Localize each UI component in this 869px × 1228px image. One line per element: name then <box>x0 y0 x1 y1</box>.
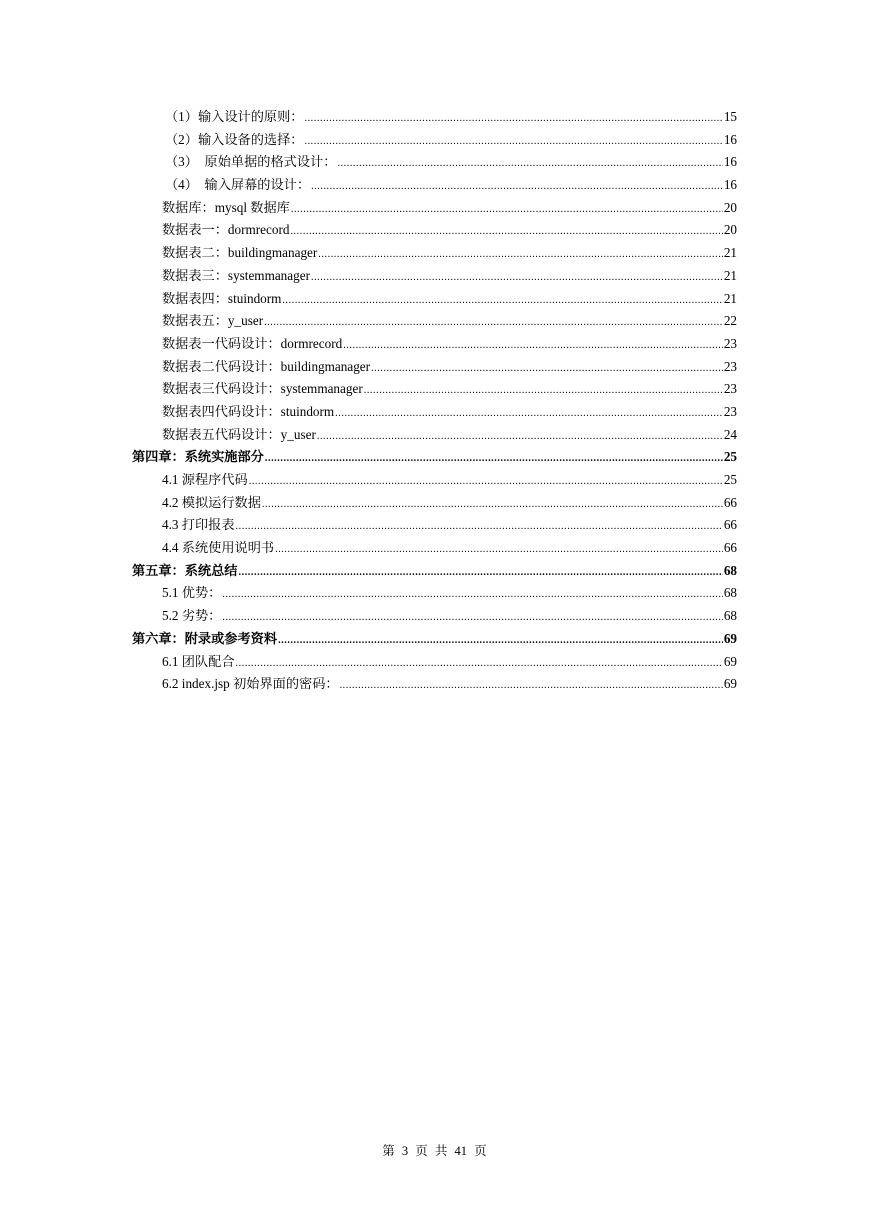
toc-entry-title: （4） 输入屏幕的设计： <box>165 177 311 193</box>
toc-entry[interactable] <box>162 424 737 447</box>
toc-entry[interactable] <box>162 651 737 674</box>
toc-entry-title: 4.3 打印报表 <box>162 517 235 533</box>
toc-entry-title: 第四章：系统实施部分 <box>132 449 264 465</box>
toc-entry-title: 数据表三代码设计：systemmanager <box>162 381 363 397</box>
toc-entry-page-number: 68 <box>723 585 737 601</box>
toc-entry-title: 5.2 劣势： <box>162 608 222 624</box>
dot-leader <box>222 584 722 607</box>
toc-entry-title: 数据表五：y_user <box>162 313 264 329</box>
toc-entry[interactable] <box>162 514 737 537</box>
toc-entry-page-number: 21 <box>723 245 737 261</box>
toc-entry-title: 第六章：附录或参考资料 <box>132 630 278 646</box>
toc-entry[interactable] <box>162 401 737 424</box>
dot-leader <box>317 426 723 449</box>
toc-entry-title: 数据表四代码设计：stuindorm <box>162 403 335 419</box>
toc-entry-title: 6.2 index.jsp 初始界面的密码： <box>162 676 339 692</box>
dot-leader <box>311 267 723 290</box>
toc-entry-page-number: 16 <box>723 177 737 193</box>
toc-entry[interactable] <box>165 129 737 152</box>
toc-entry-title: 数据表一：dormrecord <box>162 222 290 238</box>
dot-leader <box>236 653 723 676</box>
toc-entry-page-number: 69 <box>723 653 737 669</box>
dot-leader <box>318 244 723 267</box>
toc-entry[interactable] <box>162 310 737 333</box>
dot-leader <box>364 380 723 403</box>
toc-entry-title: 6.1 团队配合 <box>162 653 235 669</box>
toc-entry[interactable] <box>162 492 737 515</box>
toc-entry-page-number: 16 <box>723 154 737 170</box>
dot-leader <box>311 176 723 199</box>
toc-entry[interactable] <box>165 106 737 129</box>
toc-chapter-entry[interactable] <box>132 446 737 469</box>
toc-entry[interactable] <box>162 219 737 242</box>
toc-entry[interactable] <box>162 537 737 560</box>
toc-entry[interactable] <box>162 333 737 356</box>
dot-leader <box>249 471 723 494</box>
toc-entry-page-number: 20 <box>723 222 737 238</box>
toc-chapter-entry[interactable] <box>132 628 737 651</box>
dot-leader <box>291 199 723 222</box>
toc-entry-title: 数据表二：buildingmanager <box>162 245 318 261</box>
dot-leader <box>265 448 723 471</box>
toc-entry-page-number: 16 <box>723 131 737 147</box>
dot-leader <box>343 335 723 358</box>
toc-entry-title: 第五章：系统总结 <box>132 562 238 578</box>
dot-leader <box>304 131 722 154</box>
page-footer <box>0 1141 869 1159</box>
toc-entry-title: 数据表二代码设计：buildingmanager <box>162 358 371 374</box>
toc-entry-page-number: 68 <box>723 608 737 624</box>
dot-leader <box>262 494 723 517</box>
toc-entry-page-number: 21 <box>723 267 737 283</box>
toc-entry-page-number: 22 <box>723 313 737 329</box>
toc-entry[interactable] <box>162 673 737 696</box>
dot-leader <box>337 153 722 176</box>
toc-entry-title: 4.1 源程序代码 <box>162 472 248 487</box>
dot-leader <box>222 607 722 630</box>
toc-entry-page-number: 66 <box>723 540 737 556</box>
toc-entry-page-number: 23 <box>723 335 737 351</box>
page-number-label: 第 3 页 共 41 页 <box>382 1144 487 1158</box>
toc-entry-page-number: 69 <box>723 676 737 692</box>
toc-entry-page-number: 15 <box>723 109 737 124</box>
toc-entry-title: 数据表四：stuindorm <box>162 290 282 306</box>
toc-entry-page-number: 21 <box>723 290 737 306</box>
toc-entry[interactable] <box>165 174 737 197</box>
toc-entry-page-number: 69 <box>723 630 737 646</box>
toc-entry-page-number: 23 <box>723 403 737 419</box>
dot-leader <box>340 675 723 698</box>
dot-leader <box>304 108 722 131</box>
toc-entry-page-number: 66 <box>723 494 737 510</box>
toc-entry-page-number: 23 <box>723 358 737 374</box>
toc-entry[interactable] <box>162 356 737 379</box>
toc-entry[interactable] <box>162 265 737 288</box>
dot-leader <box>335 403 723 426</box>
toc-entry-title: 5.1 优势： <box>162 585 222 601</box>
toc-entry-title: 数据表五代码设计：y_user <box>162 426 316 442</box>
toc-entry-title: 数据表一代码设计：dormrecord <box>162 335 343 351</box>
toc-entry[interactable] <box>162 605 737 628</box>
dot-leader <box>264 312 723 335</box>
toc-entry-page-number: 25 <box>723 449 737 465</box>
toc-entry[interactable] <box>162 242 737 265</box>
toc-entry[interactable] <box>162 469 737 492</box>
toc-entry-title: 数据表三：systemmanager <box>162 267 310 283</box>
toc-entry-title: 4.2 模拟运行数据 <box>162 494 261 510</box>
toc-entry-title: （2）输入设备的选择： <box>165 131 304 147</box>
toc-entry-page-number: 24 <box>723 426 737 442</box>
toc-entry-page-number: 68 <box>723 562 737 578</box>
dot-leader <box>290 221 722 244</box>
dot-leader <box>239 562 723 585</box>
dot-leader <box>278 630 723 653</box>
toc-entry[interactable] <box>162 582 737 605</box>
toc-chapter-entry[interactable] <box>132 560 737 583</box>
toc-entry-page-number: 23 <box>723 381 737 397</box>
toc-entry-page-number: 66 <box>723 517 737 533</box>
toc-entry-title: 数据库：mysql 数据库 <box>162 199 290 215</box>
toc-entry[interactable] <box>162 288 737 311</box>
table-of-contents <box>0 106 869 696</box>
toc-entry[interactable] <box>165 151 737 174</box>
dot-leader <box>236 516 723 539</box>
dot-leader <box>282 290 722 313</box>
toc-entry-title: （1）输入设计的原则： <box>165 109 304 124</box>
toc-entry-title: （3） 原始单据的格式设计： <box>165 154 337 170</box>
dot-leader <box>371 358 723 381</box>
toc-entry[interactable] <box>162 197 737 220</box>
toc-entry-page-number: 20 <box>723 199 737 215</box>
toc-entry-page-number: 25 <box>723 472 737 487</box>
toc-entry[interactable] <box>162 378 737 401</box>
toc-entry-title: 4.4 系统使用说明书 <box>162 540 275 556</box>
dot-leader <box>275 539 723 562</box>
